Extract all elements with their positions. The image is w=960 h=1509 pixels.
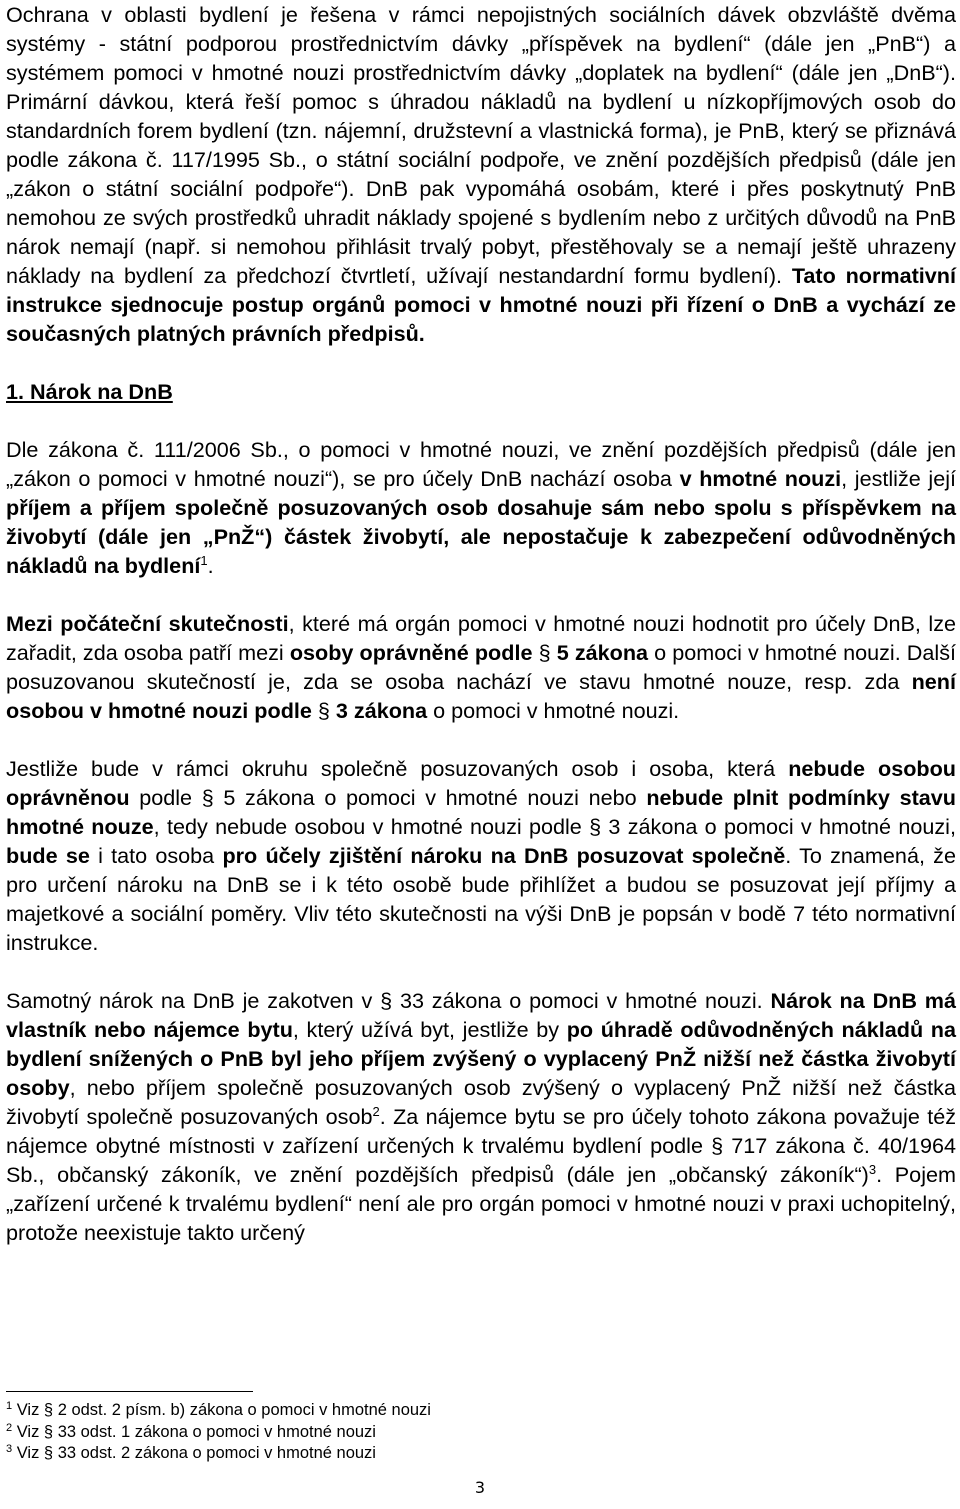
- footnote-text: Viz: [12, 1422, 44, 1441]
- footnote-number: 2: [6, 1421, 13, 1434]
- footnote-text: 33 odst. 1 zákona o pomoci v hmotné nouzi: [53, 1422, 376, 1441]
- bold-span: osoby oprávněné podle: [289, 640, 539, 665]
- text-span: 3 zákona o pomoci v hmotné nouzi,: [601, 814, 956, 839]
- bold-span: není osobou v hmotné nouzi podle: [6, 669, 956, 723]
- text-span: , jestliže její: [841, 466, 956, 491]
- bold-span: nebude osobou oprávněnou: [6, 756, 956, 810]
- text-span: 5 zákona o pomoci v hmotné nouzi nebo: [213, 785, 647, 810]
- section-sign: §: [43, 1444, 54, 1462]
- footnote-ref: 1: [200, 553, 208, 568]
- intro-paragraph: [6, 0, 956, 348]
- footnote: [6, 1443, 906, 1465]
- text-span: Dle zákona č. 111/2006 Sb., o pomoci v hmotné nouzi, ve znění pozdějších předpisů (dále jen „zákon o pomoci v hmotné nouzi“), se pro účely DnB nachází osoba: [6, 437, 956, 491]
- text-span: o pomoci v hmotné nouzi.: [427, 698, 680, 723]
- footnote-text: 2 odst. 2 písm. b) zákona o pomoci v hmotné nouzi: [53, 1401, 431, 1419]
- text-span: o pomoci v hmotné nouzi. Další posuzovanou skutečností je, zda se osoba nachází ve stavu hmotné nouze, resp. zda: [6, 640, 957, 694]
- bold-span: nebude plnit podmínky stavu hmotné nouze: [6, 785, 956, 839]
- text-span: i tato osoba: [89, 843, 223, 868]
- bold-span: 3 zákona: [329, 698, 428, 723]
- footnote-text: Viz: [12, 1401, 44, 1419]
- text-span: podle: [129, 785, 202, 810]
- footnote-number: 3: [6, 1443, 13, 1455]
- bold-span: po úhradě odůvodněných nákladů na bydlení snížených o PnB byl jeho příjem zvýšený o vyplacený PnŽ nižší než částka živobytí osoby: [6, 1017, 956, 1100]
- section-sign: §: [43, 1401, 54, 1419]
- footnote-text: Viz: [12, 1444, 44, 1462]
- bold-span: bude se: [6, 843, 90, 868]
- page-number: 3: [474, 1478, 486, 1497]
- text-span: . Za nájemce bytu se pro účely tohoto zákona považuje též nájemce obytné místnosti v zařízení určených k trvalému bydlení podle: [6, 1104, 956, 1158]
- text-span: Jestliže bude v rámci okruhu společně posuzovaných osob i osoba, která: [6, 756, 789, 781]
- section-sign: §: [317, 698, 330, 723]
- text-span: . To znamená, že pro určení nároku na DnB se i k této osobě bude přihlížet a budou se posuzovat její příjmy a majetkové a sociální poměry. Vliv této skutečnosti na výši DnB je popsán v bodě 7 této normativní instrukce.: [6, 843, 956, 955]
- intro-text: Ochrana v oblasti bydlení je řešena v rámci nepojistných sociálních dávek obzvláště dvěma systémy - státní podporou prostřednictvím dávky „příspěvek na bydlení“ (dále jen „PnB“) a systémem pomoci v hmotné nouzi prostřednictvím dávky „doplatek na bydlení“ (dále jen „DnB“). Primární dávkou, která řeší pomoc s úhradou nákladů na bydlení u nízkopříjmových osob do standardních forem bydlení (tzn. nájemní, družstevní a vlastnická forma), je PnB, který se přiznává podle zákona č. 117/1995 Sb., o státní sociální podpoře, ve znění pozdějších předpisů (dále jen „zákon o státní sociální podpoře“). DnB pak vypomáhá osobám, které i přes poskytnutý PnB nemohou ze svých prostředků uhradit náklady spojené s bydlením nebo z určitých důvodů na PnB nárok nemají (např. si nemohou přihlásit trvalý pobyt, přestěhovaly se a nemají ještě uhrazeny náklady na bydlení za předchozí čtvrtletí, užívají nestandardní formu bydlení).: [6, 2, 956, 288]
- section-sign: §: [43, 1422, 54, 1441]
- text-span: 717 zákona č. 40/1964 Sb., občanský zákoník, ve znění pozdějších předpisů (dále jen „občanský zákoník“): [6, 1133, 956, 1187]
- footnote-ref: 3: [868, 1162, 877, 1177]
- footnotes: [6, 1400, 906, 1465]
- bold-span: Nárok na DnB má vlastník nebo nájemce bytu: [6, 988, 956, 1042]
- entitlement-paragraph: [6, 435, 956, 580]
- document-page: [6, 0, 956, 1247]
- footnote-ref: 2: [372, 1104, 380, 1119]
- footnote-divider: [6, 1391, 253, 1392]
- section-sign: §: [538, 640, 551, 665]
- text-span: , nebo příjem společně posuzovaných osob zvýšený o vyplacený PnŽ nižší než částka živobytí společně posuzovaných osob: [6, 1075, 956, 1129]
- text-span: , tedy nebude osobou v hmotné nouzi podle: [153, 814, 590, 839]
- section-sign: §: [201, 785, 214, 810]
- text-span: .: [207, 553, 214, 578]
- bold-span: pro účely zjištění nároku na DnB posuzovat společně: [222, 843, 786, 868]
- section-sign: §: [589, 814, 602, 839]
- bold-span: příjem a příjem společně posuzovaných osob dosahuje sám nebo spolu s příspěvkem na živobytí (dále jen „PnŽ“) částek živobytí, ale nepostačuje k zabezpečení odůvodněných nákladů na bydlení: [6, 495, 956, 578]
- intro-bold-text: Tato normativní instrukce sjednocuje postup orgánů pomoci v hmotné nouzi při řízení o DnB a vychází ze současných platných právních předpisů.: [6, 263, 956, 346]
- footnote: [6, 1400, 906, 1422]
- bold-span: 5 zákona: [550, 640, 649, 665]
- bold-span: Mezi počáteční skutečnosti: [6, 611, 289, 636]
- footnote: [6, 1422, 906, 1444]
- section-sign: §: [380, 988, 393, 1013]
- joint-assessment-paragraph: [6, 754, 956, 957]
- claim-paragraph: [6, 986, 956, 1247]
- section-heading: 1. Nárok na DnB: [6, 379, 173, 404]
- section-sign: §: [711, 1133, 724, 1158]
- text-span: . Pojem „zařízení určené k trvalému bydlení“ není ale pro orgán pomoci v hmotné nouzi v praxi uchopitelný, protože neexistuje takto určený: [6, 1162, 956, 1245]
- text-span: , který užívá byt, jestliže by: [292, 1017, 567, 1042]
- bold-span: v hmotné nouzi: [679, 466, 842, 491]
- text-span: Samotný nárok na DnB je zakotven v: [6, 988, 381, 1013]
- text-span: 33 zákona o pomoci v hmotné nouzi.: [392, 988, 771, 1013]
- text-span: , které má orgán pomoci v hmotné nouzi hodnotit pro účely DnB, lze zařadit, zda osoba patří mezi: [6, 611, 957, 665]
- footnote-number: 1: [6, 1400, 13, 1412]
- footnote-text: 33 odst. 2 zákona o pomoci v hmotné nouzi: [53, 1444, 376, 1462]
- initial-facts-paragraph: [6, 609, 956, 725]
